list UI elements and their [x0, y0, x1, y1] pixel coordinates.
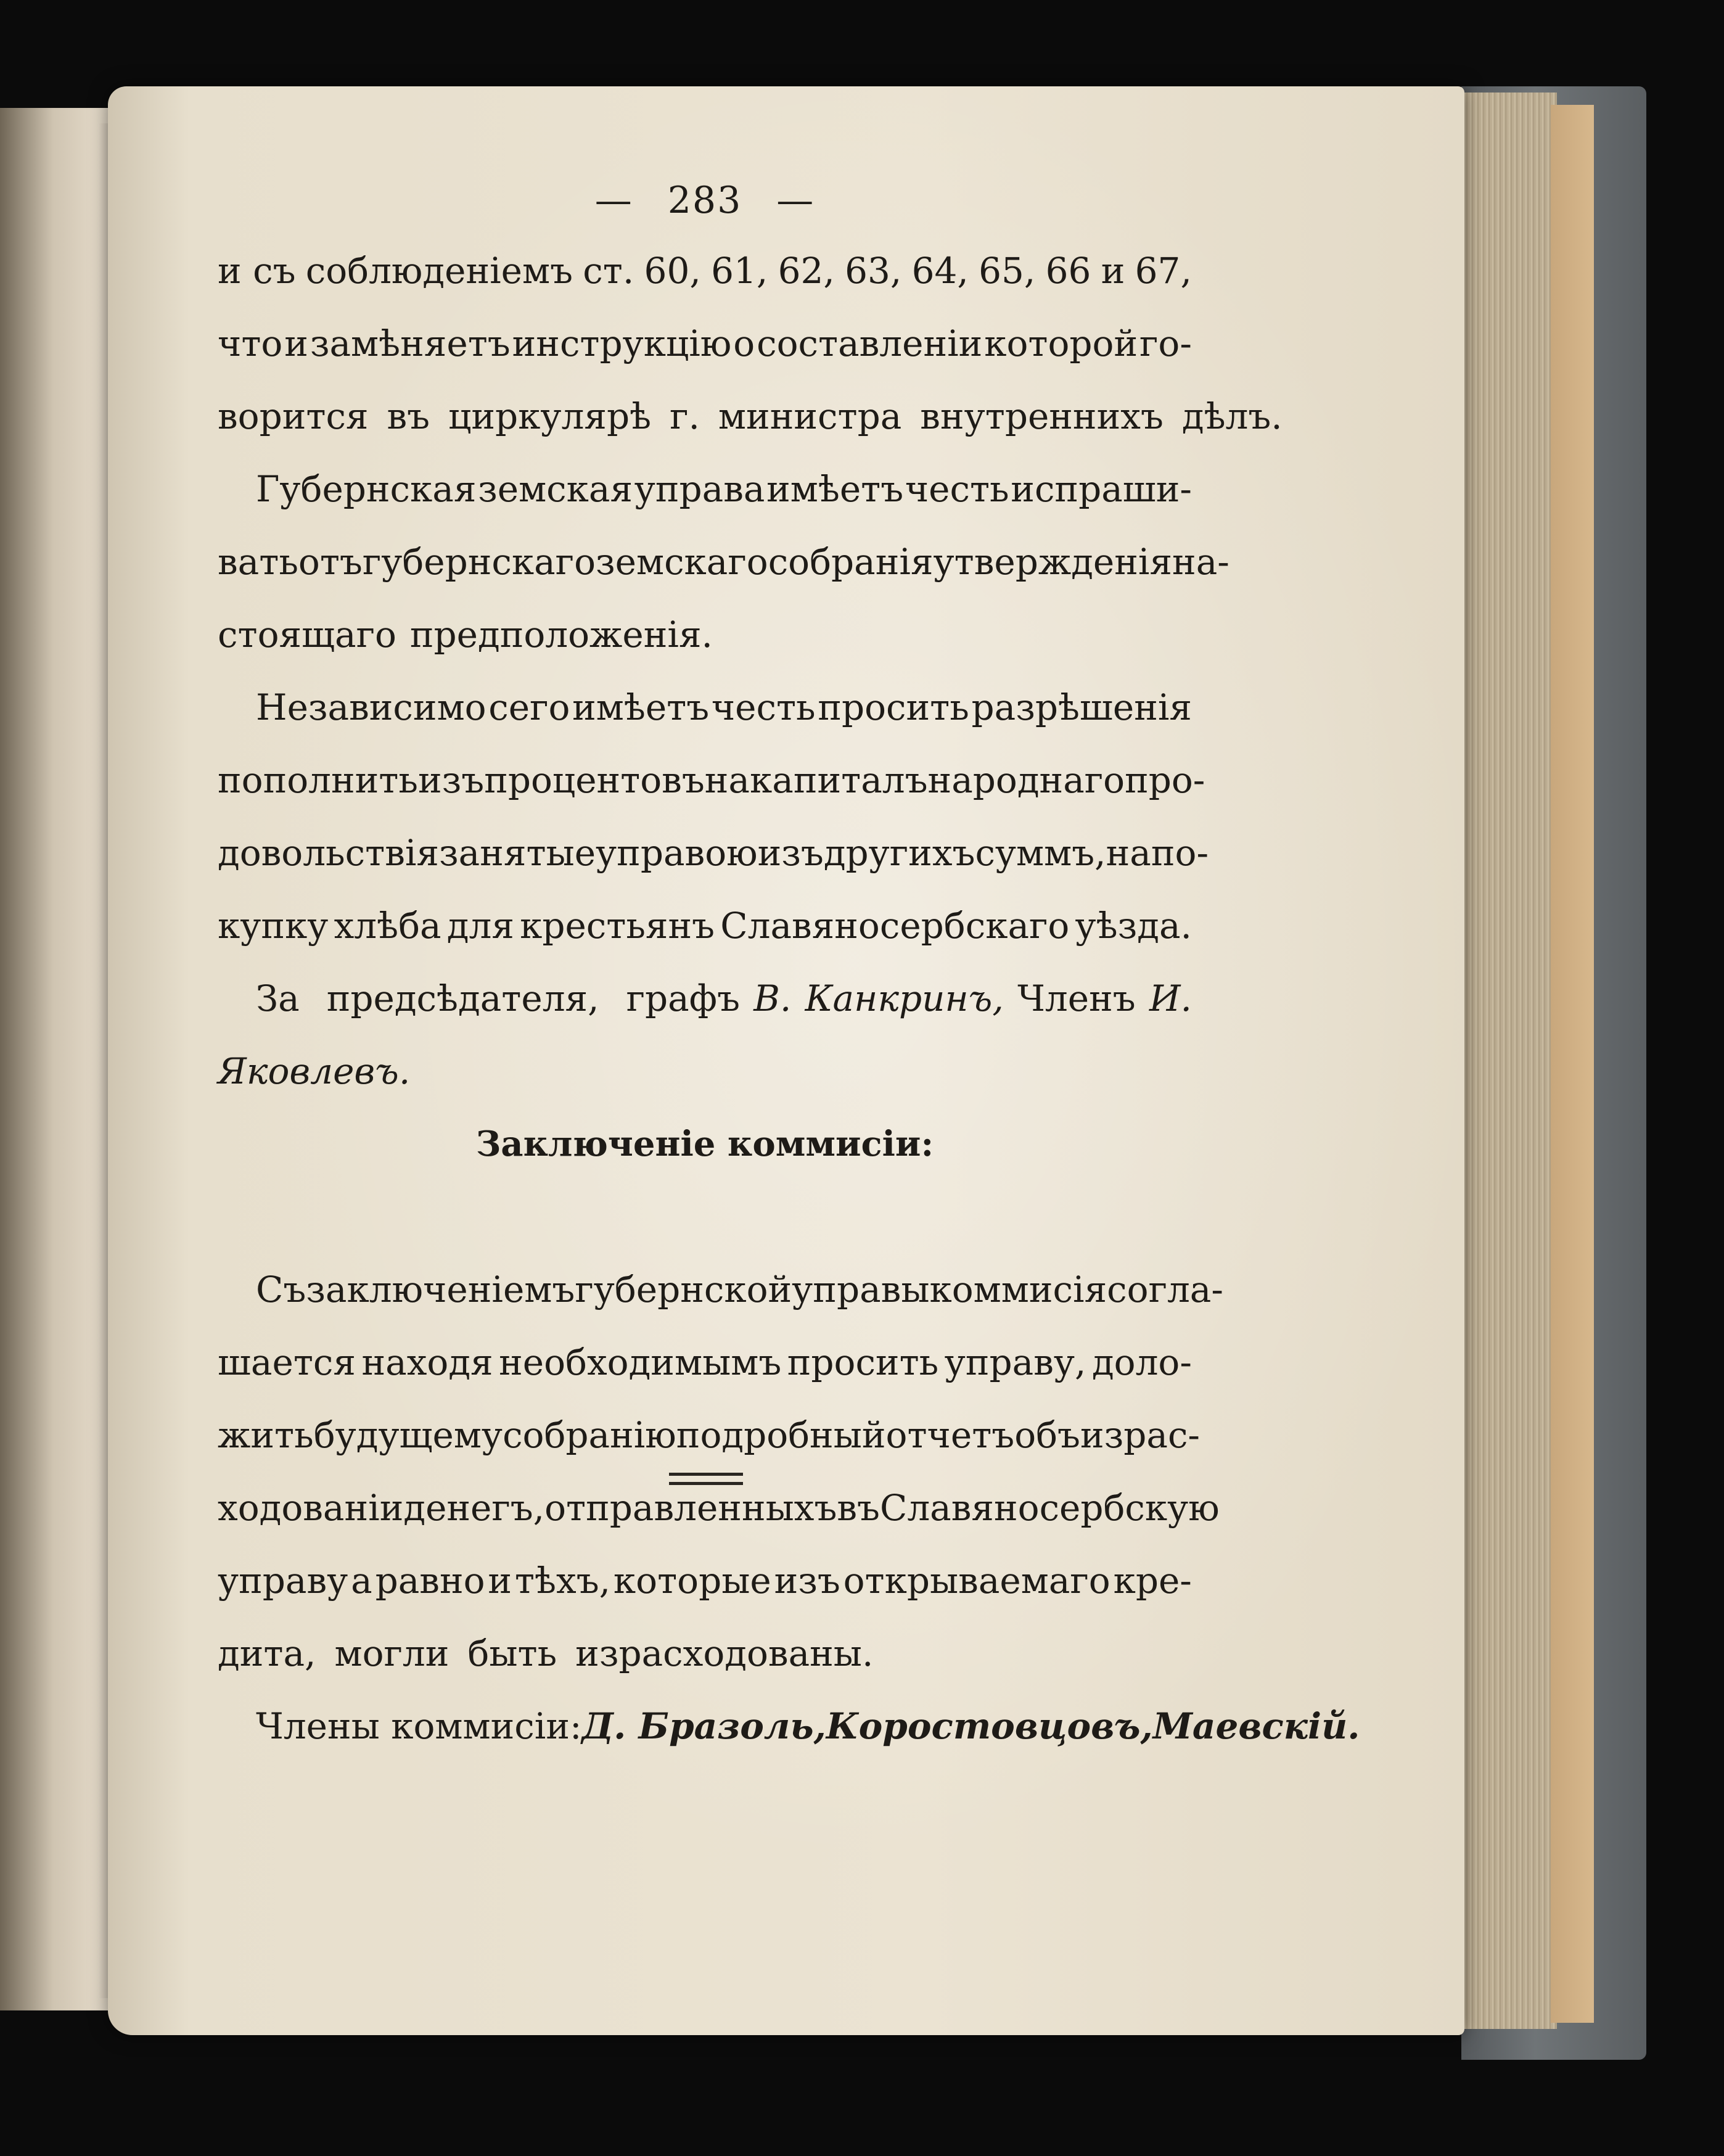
signature-initial-2: И.: [1149, 977, 1192, 1019]
word: За: [256, 977, 300, 1019]
word: управы: [792, 1269, 930, 1310]
word: отчетъ: [885, 1414, 1015, 1456]
word: а: [351, 1560, 372, 1602]
text-line: [218, 671, 1192, 744]
word: соблюденіемъ: [305, 250, 573, 292]
signature-member-label: Членъ: [1017, 977, 1136, 1019]
word: которые: [613, 1560, 771, 1602]
word: и: [284, 323, 308, 364]
word: довольствія: [218, 832, 439, 874]
word: на: [704, 759, 750, 801]
word: необходимымъ: [499, 1341, 782, 1383]
page-number-dash-right: —: [776, 179, 815, 222]
word: Съ: [256, 1269, 306, 1310]
word: ворится: [218, 395, 369, 437]
word: 63,: [845, 250, 902, 292]
word: хлѣба: [334, 905, 441, 947]
signature-initial-1: В.: [753, 977, 792, 1019]
word: 66: [1045, 250, 1091, 292]
word: просить: [787, 1341, 939, 1383]
page-number-dash-left: —: [594, 179, 633, 222]
word: могли: [334, 1632, 449, 1674]
word: испраши-: [1011, 468, 1192, 510]
text-line: [218, 234, 1192, 307]
word: суммъ,: [975, 832, 1106, 874]
text-line: [218, 1399, 1201, 1471]
word: находя: [361, 1341, 493, 1383]
word: честь: [905, 468, 1009, 510]
word: честь: [711, 686, 816, 728]
word: изъ: [774, 1560, 840, 1602]
word: занятые: [439, 832, 596, 874]
signature-line: [218, 962, 1192, 1035]
page-block-edges: [1452, 93, 1557, 2029]
word: про-: [1125, 759, 1205, 801]
word: имѣетъ: [766, 468, 904, 510]
word: и: [488, 1560, 512, 1602]
word: графъ: [626, 977, 740, 1019]
word: Славяносербскаго: [720, 905, 1070, 947]
word: отъ: [298, 541, 363, 583]
word: земскаго: [596, 541, 768, 583]
word: будущему: [313, 1414, 503, 1456]
word: крестьянъ: [520, 905, 715, 947]
text-line: [218, 453, 1192, 525]
word: министра: [718, 395, 902, 437]
page-number: [218, 167, 1192, 234]
word: предположенія.: [409, 614, 713, 656]
word: по-: [1151, 832, 1209, 874]
word: изъ: [417, 759, 485, 801]
page-number-value: 283: [667, 179, 742, 222]
word: губернскаго: [362, 541, 596, 583]
word: объ: [1014, 1414, 1080, 1456]
word: другихъ: [823, 832, 975, 874]
commission-member-2: Коростовцовъ,: [826, 1705, 1153, 1747]
signature-name-1: Канкринъ,: [805, 977, 1004, 1019]
page-text-block: [218, 167, 1360, 1763]
text-line: [218, 744, 1205, 817]
word: на-: [1172, 541, 1229, 583]
word: замѣняетъ: [310, 323, 511, 364]
word: равно: [375, 1560, 485, 1602]
word: для: [446, 905, 514, 947]
endpaper-edge: [1551, 105, 1594, 2023]
signature-prefix: [256, 962, 740, 1035]
signature-line-2: [218, 1035, 1192, 1108]
word: въ: [837, 1487, 880, 1529]
word: разрѣшенія: [971, 686, 1192, 728]
text-line: [218, 380, 1283, 453]
word: изъ: [757, 832, 824, 874]
word: быть: [467, 1632, 557, 1674]
word: Славяносербскую: [879, 1487, 1220, 1529]
commission-member-1: Д. Бразоль,: [581, 1705, 826, 1747]
end-ornament-rule: [669, 1473, 743, 1485]
word: на: [1106, 832, 1151, 874]
word: подробный: [676, 1414, 886, 1456]
word: доло-: [1091, 1341, 1192, 1383]
text-line: [218, 525, 1229, 598]
word: циркулярѣ: [448, 395, 652, 437]
word: Независимо: [256, 686, 486, 728]
word: управу: [218, 1560, 348, 1602]
word: сего: [488, 686, 570, 728]
section-heading: Заключеніе коммисіи:: [475, 1124, 934, 1164]
text-line: [218, 1253, 1223, 1326]
commission-members-label: Члены коммисіи:: [256, 1705, 582, 1747]
word: имѣетъ: [572, 686, 710, 728]
word: 64,: [911, 250, 969, 292]
word: 67,: [1135, 250, 1192, 292]
word: согла-: [1107, 1269, 1223, 1310]
word: открываемаго: [843, 1560, 1110, 1602]
word: составленіи: [757, 323, 983, 364]
word: въ: [387, 395, 430, 437]
word: ходованіи: [218, 1487, 404, 1529]
commission-members-line: [218, 1690, 1360, 1763]
word: г.: [670, 395, 700, 437]
text-line: [218, 598, 1192, 671]
text-line: [218, 817, 1209, 889]
word: что: [218, 323, 283, 364]
word: земская: [478, 468, 633, 510]
text-line: [218, 889, 1192, 962]
word: и съ: [218, 250, 296, 292]
commission-member-3: Маевскій.: [1152, 1705, 1360, 1747]
word: управа: [634, 468, 765, 510]
word: денегъ,: [403, 1487, 545, 1529]
word: вать: [218, 541, 298, 583]
word: дѣлъ.: [1181, 395, 1283, 437]
word: го-: [1139, 323, 1192, 364]
word: и: [1101, 250, 1125, 292]
word: тѣхъ,: [514, 1560, 611, 1602]
word: жить: [218, 1414, 314, 1456]
text-line: [218, 1617, 1192, 1690]
text-line: [218, 1544, 1192, 1617]
word: которой: [984, 323, 1138, 364]
word: израсходованы.: [575, 1632, 874, 1674]
word: внутреннихъ: [920, 395, 1164, 437]
text-line: [218, 307, 1192, 380]
word: инструкцію: [512, 323, 732, 364]
word: собранію: [503, 1414, 676, 1456]
word: заключеніемъ: [306, 1269, 575, 1310]
word: управою: [596, 832, 758, 874]
word: капиталъ: [749, 759, 928, 801]
word: стоящаго: [218, 614, 396, 656]
word: 62,: [778, 250, 835, 292]
word: процентовъ: [484, 759, 705, 801]
word: дита,: [218, 1632, 316, 1674]
word: пополнить: [218, 759, 418, 801]
word: губернской: [575, 1269, 792, 1310]
word: утвержденія: [933, 541, 1173, 583]
word: о: [733, 323, 755, 364]
word: отправленныхъ: [544, 1487, 837, 1529]
word: ст.: [583, 250, 634, 292]
word: израс-: [1080, 1414, 1201, 1456]
word: собранія: [768, 541, 934, 583]
word: шается: [218, 1341, 356, 1383]
word: предсѣдателя,: [326, 977, 599, 1019]
word: коммисія: [929, 1269, 1107, 1310]
word: народнаго: [927, 759, 1125, 801]
text-line: [218, 1326, 1192, 1399]
signature-name-2: Яковлевъ.: [218, 1050, 411, 1092]
word: Губернская: [256, 468, 477, 510]
word: 61,: [711, 250, 768, 292]
word: просить: [818, 686, 969, 728]
word: 60,: [644, 250, 701, 292]
word: 65,: [979, 250, 1036, 292]
word: купку: [218, 905, 329, 947]
word: кре-: [1113, 1560, 1192, 1602]
word: управу,: [944, 1341, 1086, 1383]
word: уѣзда.: [1075, 905, 1192, 947]
